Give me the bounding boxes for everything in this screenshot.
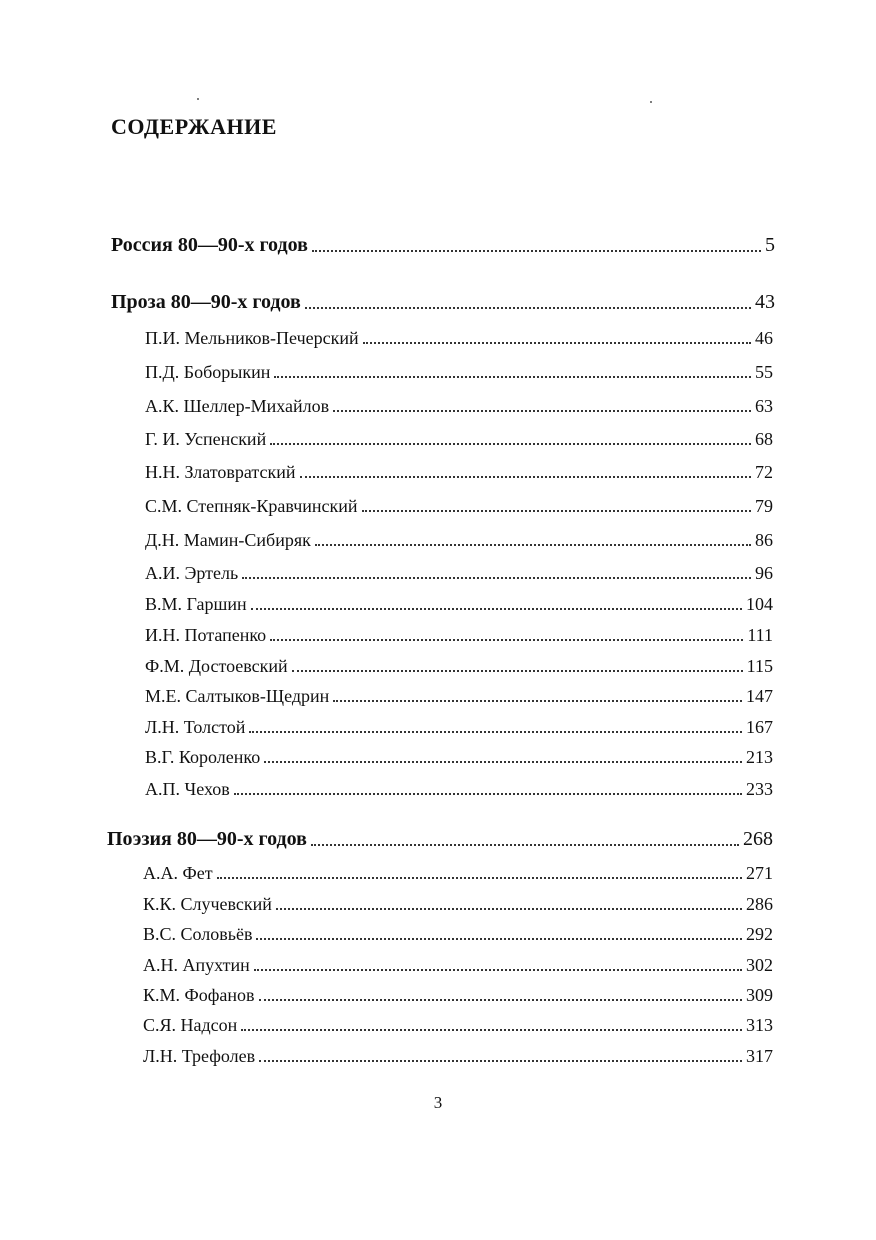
leader-dots (217, 876, 742, 879)
leader-dots (241, 1028, 742, 1031)
page-ref: 233 (746, 779, 773, 799)
page-ref: 147 (746, 686, 773, 706)
entry-title: П.Д. Боборыкин (145, 362, 271, 382)
toc-entry-row (143, 955, 773, 976)
entry-title: А.Н. Апухтин (143, 955, 250, 975)
toc-entry-row (145, 396, 773, 417)
leader-dots (333, 409, 751, 412)
page-ref: 68 (755, 429, 773, 449)
toc-entry-row (145, 594, 773, 615)
toc-entry-row (143, 1046, 773, 1067)
toc-entry-row (145, 362, 773, 383)
toc-entry-row (145, 496, 773, 517)
page-ref: 213 (746, 747, 773, 767)
page-ref: 302 (746, 955, 773, 975)
leader-dots (305, 306, 751, 309)
leader-dots (234, 792, 742, 795)
page-ref: 86 (755, 530, 773, 550)
page-ref: 43 (755, 291, 775, 313)
leader-dots (256, 937, 742, 940)
toc-entry-row (143, 894, 773, 915)
page-ref: 292 (746, 924, 773, 944)
leader-dots (333, 699, 742, 702)
toc-entry-row (145, 747, 773, 768)
toc-entry-row (143, 1015, 773, 1036)
leader-dots (259, 998, 742, 1001)
entry-title: А.И. Эртель (145, 563, 239, 583)
leader-dots (363, 341, 751, 344)
leader-dots (276, 907, 742, 910)
entry-title: Г. И. Успенский (145, 429, 267, 449)
entry-title: Л.Н. Толстой (145, 717, 246, 737)
entry-title: С.Я. Надсон (143, 1015, 238, 1035)
entry-title: М.Е. Салтыков-Щедрин (145, 686, 330, 706)
page-ref: 72 (755, 462, 773, 482)
entry-title: А.А. Фет (143, 863, 213, 883)
entry-title: К.К. Случевский (143, 894, 272, 914)
section-title: Россия 80—90-х годов (111, 234, 308, 256)
page-ref: 63 (755, 396, 773, 416)
page-ref: 313 (746, 1015, 773, 1035)
entry-title: Л.Н. Трефолев (143, 1046, 256, 1066)
page-ref: 167 (746, 717, 773, 737)
leader-dots (312, 249, 761, 252)
entry-title: Н.Н. Златовратский (145, 462, 296, 482)
entry-title: П.И. Мельников-Печерский (145, 328, 359, 348)
leader-dots (251, 607, 742, 610)
entry-title: Ф.М. Достоевский (145, 656, 288, 676)
leader-dots (362, 509, 751, 512)
leader-dots (300, 475, 751, 478)
leader-dots (274, 375, 751, 378)
toc-entry-row (145, 625, 773, 646)
entry-title: А.П. Чехов (145, 779, 230, 799)
leader-dots (270, 442, 751, 445)
page-ref: 5 (765, 234, 775, 256)
leader-dots (292, 669, 743, 672)
entry-title: В.С. Соловьёв (143, 924, 253, 944)
toc-section-row (111, 234, 775, 257)
page-ref: 96 (755, 563, 773, 583)
page-ref: 46 (755, 328, 773, 348)
toc-entry-row (145, 717, 773, 738)
leader-dots (259, 1059, 742, 1062)
leader-dots (254, 968, 742, 971)
leader-dots (315, 543, 751, 546)
page-ref: 271 (746, 863, 773, 883)
toc-entry-row (145, 563, 773, 584)
leader-dots (249, 730, 742, 733)
page-ref: 309 (746, 985, 773, 1005)
entry-title: И.Н. Потапенко (145, 625, 267, 645)
section-title: Поэзия 80—90-х годов (107, 828, 307, 850)
toc-entry-row (145, 462, 773, 483)
entry-title: Д.Н. Мамин-Сибиряк (145, 530, 311, 550)
page-ref: 79 (755, 496, 773, 516)
leader-dots (242, 576, 751, 579)
toc-entry-row (145, 686, 773, 707)
toc-entry-row (143, 863, 773, 884)
entry-title: А.К. Шеллер-Михайлов (145, 396, 330, 416)
entry-title: В.М. Гаршин (145, 594, 247, 614)
toc-entry-row (145, 429, 773, 450)
toc-section-row (107, 828, 773, 851)
page-ref: 286 (746, 894, 773, 914)
toc-section-row (111, 291, 775, 314)
leader-dots (264, 760, 742, 763)
page-ref: 111 (747, 625, 773, 645)
stray-mark (197, 98, 199, 100)
toc-entry-row (143, 924, 773, 945)
toc-entry-row (143, 985, 773, 1006)
leader-dots (311, 843, 739, 846)
page-ref: 268 (743, 828, 773, 850)
toc-entry-row (145, 530, 773, 551)
entry-title: В.Г. Короленко (145, 747, 261, 767)
toc-entry-row (145, 779, 773, 800)
section-title: Проза 80—90-х годов (111, 291, 301, 313)
page-ref: 115 (746, 656, 773, 676)
entry-title: К.М. Фофанов (143, 985, 255, 1005)
toc-entry-row (145, 328, 773, 349)
page-title: СОДЕРЖАНИЕ (111, 114, 277, 139)
stray-mark (650, 101, 652, 103)
page-ref: 55 (755, 362, 773, 382)
leader-dots (270, 638, 743, 641)
page-number: 3 (433, 1093, 443, 1112)
page-ref: 317 (746, 1046, 773, 1066)
toc-entry-row (145, 656, 773, 677)
page-ref: 104 (746, 594, 773, 614)
entry-title: С.М. Степняк-Кравчинский (145, 496, 358, 516)
